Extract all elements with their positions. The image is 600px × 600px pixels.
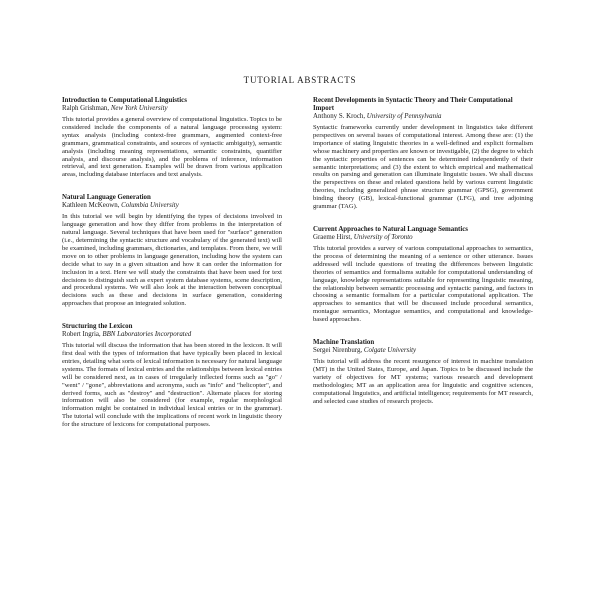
abstract-body: This tutorial provides a survey of various computational approaches to semantics, the process of determining the meaning of a sentence or other utterance. Issues addressed will include questions of treating the differences between linguistic theories of semantics and formalisms suitable for computational understanding of language, knowledge representations suitable for representing linguistic meaning, the relationship between semantic processing and syntactic parsing, and factors in choosing a semantic formalism for a particular computational application. The approaches to semantics that will be discussed include procedural semantics, montague semantics, Montague semantics, and computational and knowledge-based approaches. bbox=[313, 244, 533, 324]
abstract-title: Structuring the Lexicon bbox=[62, 323, 133, 331]
abstract-title: Recent Developments in Syntactic Theory and Their Computational Import bbox=[313, 97, 513, 112]
abstract-syntactic-theory bbox=[313, 97, 533, 211]
abstract-structuring-lexicon bbox=[62, 323, 282, 429]
abstract-author-line: Ralph Grishman, New York University bbox=[62, 105, 168, 112]
author-affiliation: Columbia University bbox=[121, 202, 179, 210]
abstract-author-line bbox=[313, 113, 533, 121]
abstract-title: Current Approaches to Natural Language Semantics bbox=[313, 225, 468, 233]
author-name: Ralph Grishman bbox=[62, 105, 108, 112]
abstract-natural-language-semantics bbox=[313, 226, 533, 324]
right-column bbox=[313, 97, 533, 420]
abstract-natural-language-generation bbox=[62, 194, 282, 308]
author-name: Graeme Hirst, bbox=[313, 233, 353, 241]
abstract-body: This tutorial will discuss the information that has been stored in the lexicon. It will first deal with the types of information that have typically been placed in lexical entries, detailing what sorts of lexical information is necessary for natural language systems. The formats of lexical entries and the relationships between lexical entries will be considered next, as in cases of irregularly inflected forms such as "go" / "went" / "gone", abbreviations and acronyms, such as "info" and "helicopter", and derived forms, such as "destroy" and "destruction". Alternate places for storing information will also be considered (for example, regular morphological information might be contained in individual lexical entries or in the grammar). The tutorial will conclude with the implications of recent work in linguistic theory for the structure of lexicons for computational purposes. bbox=[62, 342, 282, 429]
left-column bbox=[62, 97, 282, 444]
abstract-author-line bbox=[313, 347, 533, 355]
author-affiliation: New York University bbox=[110, 105, 168, 112]
abstract-body: This tutorial provides a general overview of computational linguistics. Topics to be considered include the components of a natural language processing system: syntax analysis (including context-free grammars, augmented context-free grammars, grammatical constraints, and sources of syntactic ambiguity), semantic analysis (including meaning representations, semantic constraints, quantifier analysis, and discourse analysis), and the problems of inference, information retrieval, and text generation. Examples will be drawn from various application areas, including database interfaces and text analysis. bbox=[62, 116, 282, 179]
abstract-intro-computational-linguistics bbox=[62, 97, 282, 179]
abstract-body: In this tutorial we will begin by identifying the types of decisions involved in language generation and how they differ from problems in the interpretation of natural language. Several techniques that have been used for "surface" generation (i.e., determining the syntactic structure and vocabulary of the generated text) will be examined, including grammars, dictionaries, and templates. From there, we will move on to other problems in language generation, including how the system can decide what to say in a given situation and how it can order the information for inclusion in a text. Here we will study the constraints that have been used for text decisions to distinguish such as expert system database systems, scene description, and procedural systems. We will also look at the interaction between conceptual decisions such as these and decisions in surface generation, considering approaches that propose an integrated solution. bbox=[62, 213, 282, 308]
abstract-title: Introduction to Computational Linguistics bbox=[62, 97, 187, 104]
author-name: Robert Ingria, bbox=[62, 331, 101, 339]
abstract-author-line bbox=[62, 331, 282, 339]
author-affiliation: Colgate University bbox=[363, 347, 417, 355]
author-name: Anthony S. Kroch, bbox=[313, 113, 366, 120]
author-affiliation: BBN Laboratories Incorporated bbox=[102, 331, 192, 339]
page-title: TUTORIAL ABSTRACTS bbox=[243, 75, 357, 85]
abstract-title: Natural Language Generation bbox=[62, 194, 151, 202]
abstract-author-line: Kathleen McKeown, Columbia University bbox=[62, 202, 179, 210]
author-affiliation: University of Pennsylvania bbox=[366, 113, 442, 120]
abstract-title: Machine Translation bbox=[313, 339, 375, 347]
abstract-body: This tutorial will address the recent resurgence of interest in machine translation (MT) in the United States, Europe, and Japan. Topics to be discussed include the variety of objectives for MT systems; various research and development methodologies; MT as an application area for linguistic and cognitive sciences, computational linguistics, and artificial intelligence; requirements for MT research, and selected case studies of research projects. bbox=[313, 358, 533, 405]
abstract-body: Syntactic frameworks currently under development in linguistics take different perspectives on several issues of computational interest. Among these are: (1) the importance of stating linguistic theories in a well-defined and explicit formalism whose machinery and properties are known or investigable, (2) the degree to which the syntactic properties of sentences can be determined independently of their semantic interpretations; and (3) the extent to which empirical and mathematical results on parsing and generation can illuminate linguistic issues. We shall discuss the perspectives on these and related questions held by various current linguistic theories, including generalized phrase structure grammar (GPSG), government binding theory (GB), lexical-functional grammar (LFG), and tree adjoining grammar (TAG). bbox=[313, 124, 533, 211]
author-name: Kathleen McKeown bbox=[62, 202, 118, 210]
abstract-machine-translation bbox=[313, 339, 533, 405]
author-affiliation: University of Toronto bbox=[353, 233, 413, 241]
abstract-author-line bbox=[313, 234, 533, 242]
author-name: Sergei Nirenburg, bbox=[313, 347, 363, 355]
